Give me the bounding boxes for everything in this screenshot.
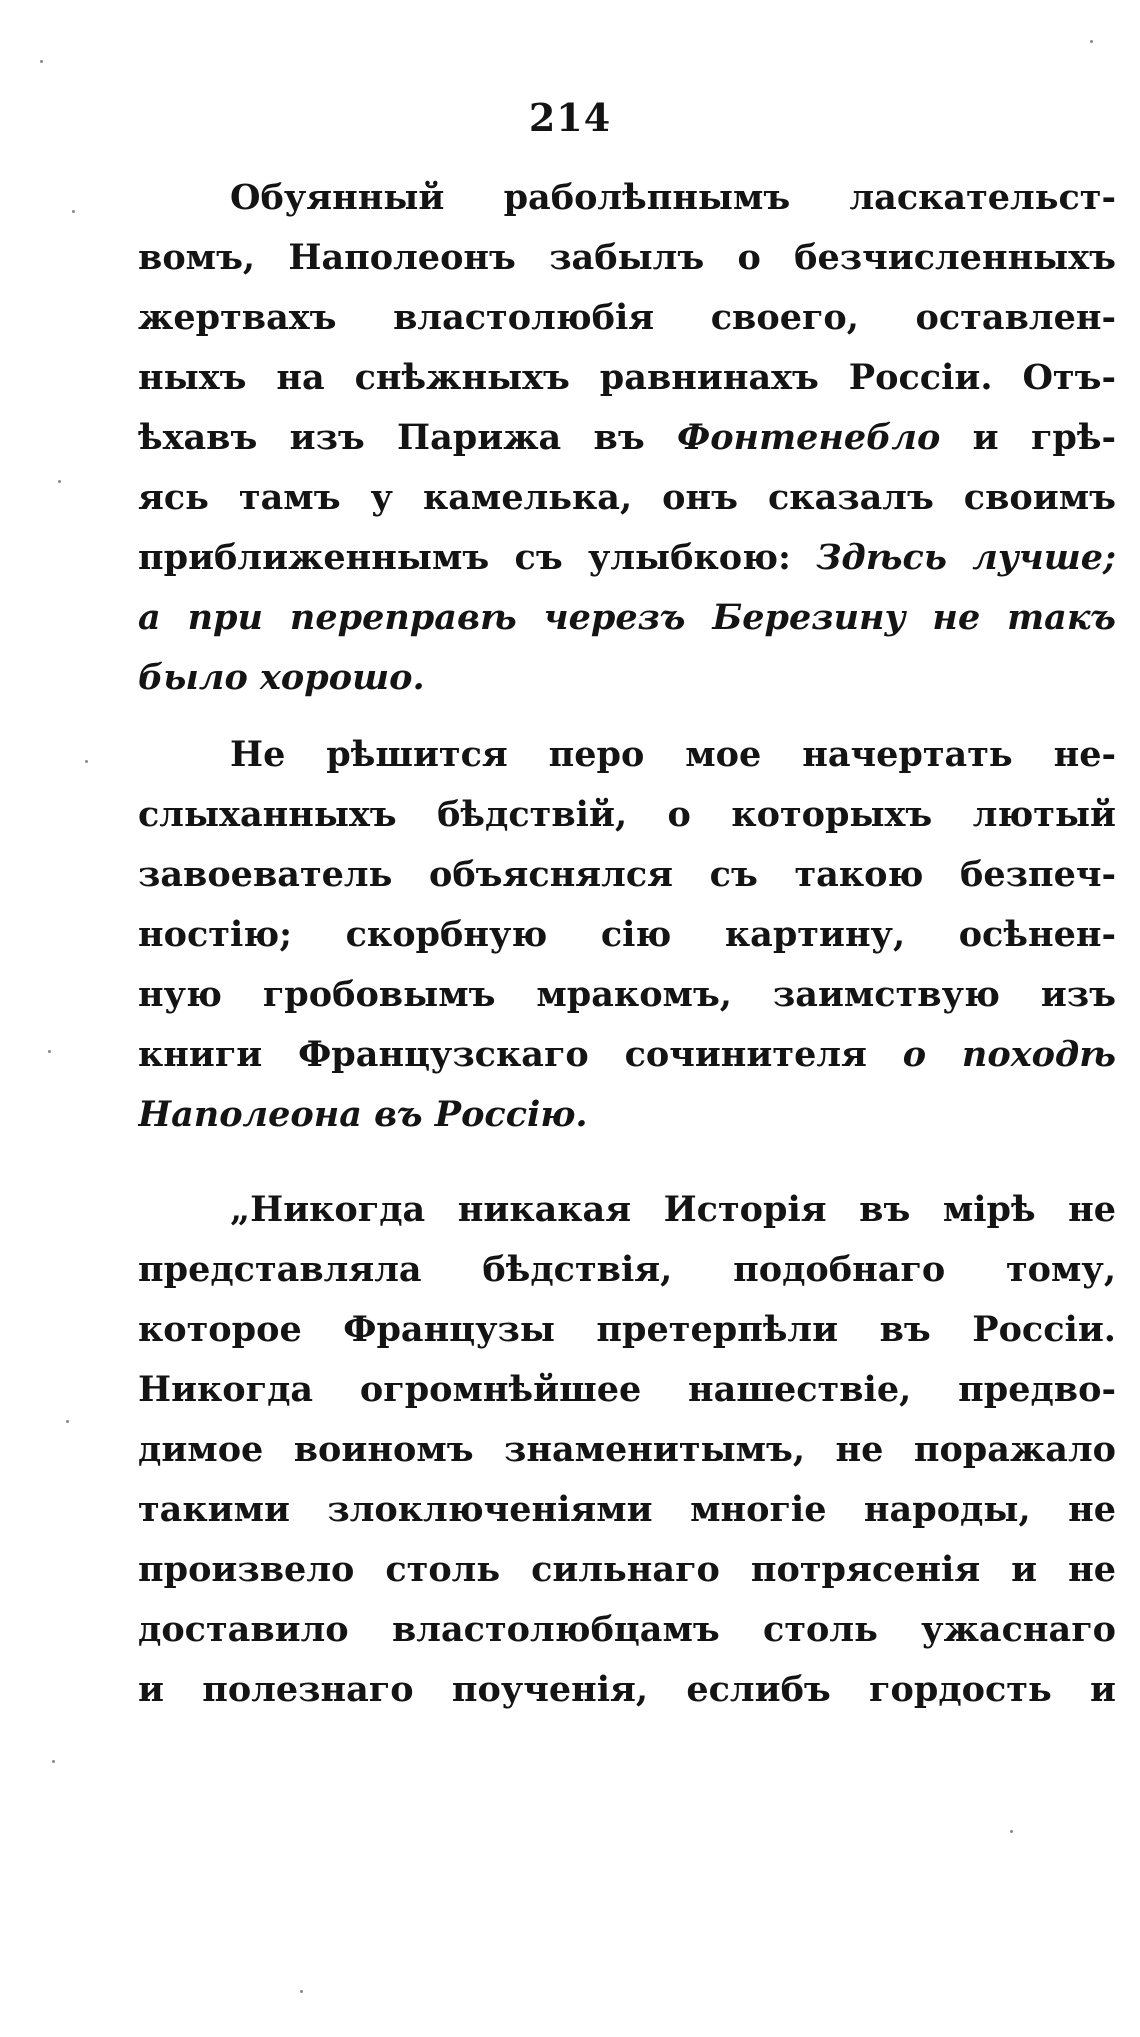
paper-speck [72, 210, 75, 213]
page-number: 214 [528, 95, 612, 140]
text-line [138, 725, 1116, 785]
text-run: такими злоключеніями многіе народы, не [138, 1489, 1116, 1530]
text-line [138, 468, 1116, 528]
paper-speck [40, 60, 43, 63]
text-line [138, 228, 1116, 288]
paper-speck [48, 1050, 51, 1053]
text-line [138, 288, 1116, 348]
text-line [138, 1660, 1116, 1720]
text-line [138, 348, 1116, 408]
text-line [138, 408, 1116, 468]
text-run: „Никогда никакая Исторія въ мірѣ не [230, 1189, 1116, 1230]
text-run: Никогда огромнѣйшее нашествіе, предво- [138, 1369, 1116, 1410]
text-line [138, 1085, 1116, 1145]
text-line [138, 1025, 1116, 1085]
italic-text-run: а при переправѣ черезъ Березину не такъ [138, 597, 1116, 638]
italic-text-run: Фонтенебло [677, 417, 941, 458]
text-line [138, 905, 1116, 965]
text-line [138, 965, 1116, 1025]
text-run: доставило властолюбцамъ столь ужаснаго [138, 1609, 1116, 1650]
italic-text-run: Здѣсь лучше; [816, 537, 1116, 578]
text-run: и грѣ- [940, 417, 1116, 458]
paper-speck [85, 760, 88, 763]
paper-speck [1090, 40, 1093, 43]
paper-speck [1010, 1830, 1013, 1833]
text-run: слыханныхъ бѣдствій, о которыхъ лютый [138, 794, 1116, 835]
text-run: ясь тамъ у камелька, онъ сказалъ своимъ [138, 477, 1116, 518]
text-run: Обуянный раболѣпнымъ ласкательст- [230, 177, 1116, 218]
text-run: представляла бѣдствія, подобнаго тому, [138, 1249, 1116, 1290]
text-run: ностію; скорбную сію картину, осѣнен- [138, 914, 1116, 955]
italic-text-run: о походѣ [902, 1034, 1116, 1075]
text-run: ную гробовымъ мракомъ, заимствую изъ [138, 974, 1116, 1015]
text-run: и полезнаго поученія, еслибъ гордость и [138, 1669, 1116, 1710]
paper-speck [52, 1760, 55, 1763]
text-run: Не рѣшится перо мое начертать не- [230, 734, 1116, 775]
text-line [138, 1360, 1116, 1420]
text-line [138, 1600, 1116, 1660]
italic-text-run: было хорошо. [138, 657, 425, 698]
text-line [138, 1480, 1116, 1540]
paragraph-3 [138, 1180, 1116, 1720]
text-line [138, 588, 1116, 648]
text-line [138, 1540, 1116, 1600]
text-run: жертвахъ властолюбія своего, оставлен- [138, 297, 1116, 338]
italic-text-run: Наполеона въ Россію. [138, 1094, 588, 1135]
text-line [138, 528, 1116, 588]
text-line [138, 1240, 1116, 1300]
text-run: димое воиномъ знаменитымъ, не поражало [138, 1429, 1116, 1470]
text-line [138, 648, 1116, 708]
text-line [138, 1420, 1116, 1480]
paragraph-2 [138, 725, 1116, 1145]
text-run: книги Французскаго сочинителя [138, 1034, 903, 1075]
text-line [138, 168, 1116, 228]
text-run: ѣхавъ изъ Парижа въ [138, 417, 677, 458]
text-line [138, 1300, 1116, 1360]
text-line [138, 845, 1116, 905]
text-run: завоеватель объяснялся съ такою безпеч- [138, 854, 1116, 895]
text-line [138, 1180, 1116, 1240]
paper-speck [58, 480, 61, 483]
text-run: вомъ, Наполеонъ забылъ о безчисленныхъ [138, 237, 1116, 278]
text-line [138, 785, 1116, 845]
paper-speck [300, 1990, 303, 1993]
text-run: которое Французы претерпѣли въ Россіи. [138, 1309, 1116, 1350]
paragraph-1 [138, 168, 1116, 708]
paper-speck [66, 1420, 69, 1423]
text-run: произвело столь сильнаго потрясенія и не [138, 1549, 1116, 1590]
text-run: приближеннымъ съ улыбкою: [138, 537, 817, 578]
text-run: ныхъ на снѣжныхъ равнинахъ Россіи. Отъ- [138, 357, 1116, 398]
